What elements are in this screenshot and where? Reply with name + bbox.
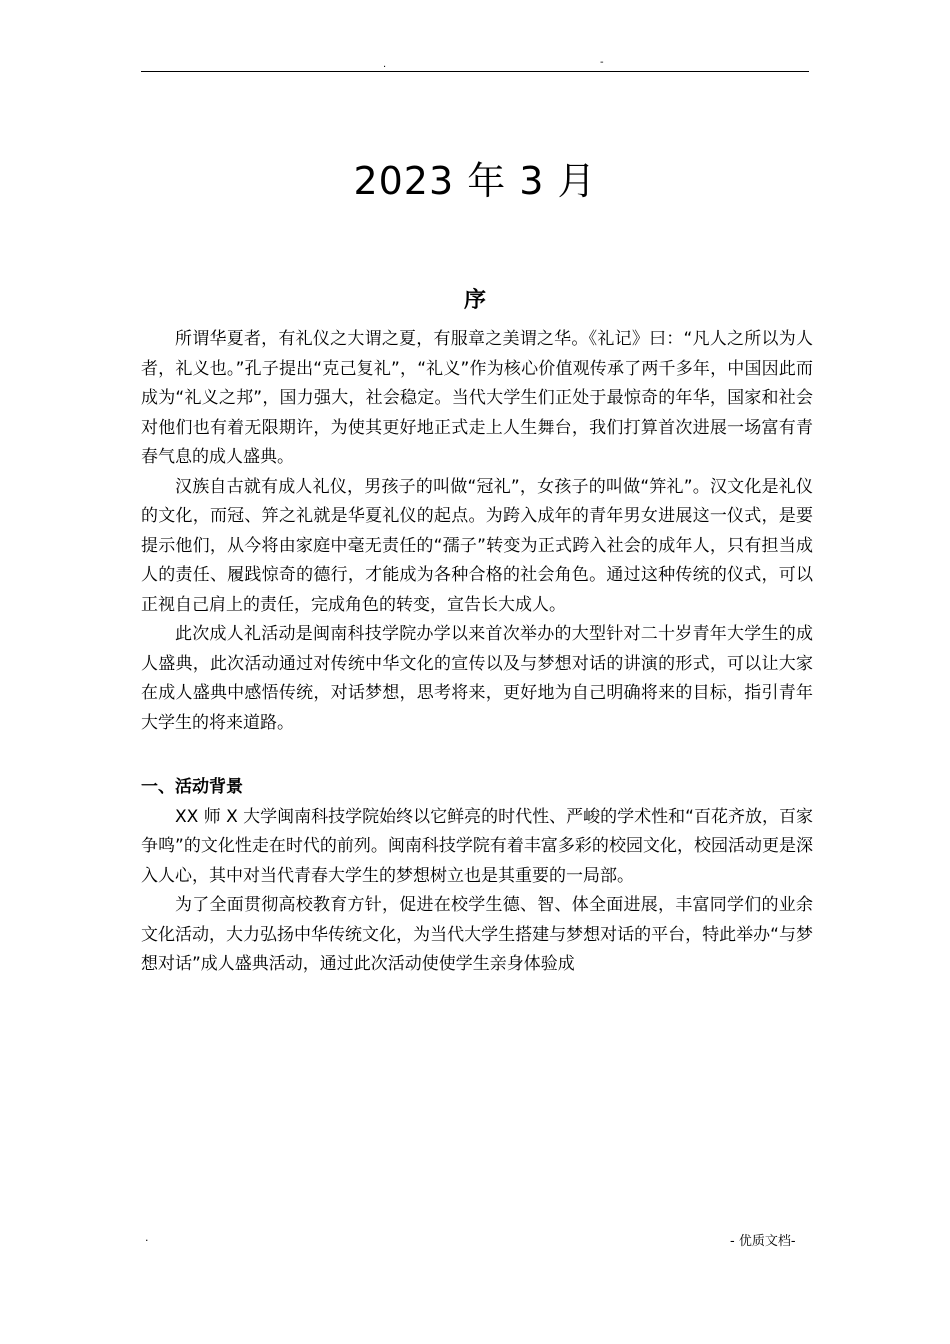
header-right-mark: - <box>600 57 604 68</box>
date-title: 2023 年 3 月 <box>353 159 597 203</box>
preface-paragraph-2: 汉族自古就有成人礼仪，男孩子的叫做“冠礼”，女孩子的叫做“笄礼”。汉文化是礼仪的文化，而冠、笄之礼就是华夏礼仪的起点。为跨入成年的青年男女进展这一仪式，是要提示他们，从今将由家庭中毫无责任的“孺子”转变为正式跨入社会的成年人，只有担当成人的责任、履践惊奇的德行，才能成为各种合格的社会角色。通过这种传统的仪式，可以正视自己肩上的责任，完成角色的转变，宣告长大成人。 <box>141 476 813 615</box>
preface-paragraph-3: 此次成人礼活动是闽南科技学院办学以来首次举办的大型针对二十岁青年大学生的成人盛典，此次活动通过对传统中华文化的宣传以及与梦想对话的讲演的形式，可以让大家在成人盛典中感悟传统，对话梦想，思考将来，更好地为自己明确将来的目标，指引青年大学生的将来道路。 <box>141 624 813 733</box>
document-body <box>141 325 813 980</box>
background-paragraph-2: 为了全面贯彻高校教育方针，促进在校学生德、智、体全面进展，丰富同学们的业余文化活动，大力弘扬中华传统文化，为当代大学生搭建与梦想对话的平台，特此举办“与梦想对话”成人盛典活动，通过此次活动使使学生亲身体验成 <box>141 895 813 974</box>
header-left-mark: . <box>383 59 387 70</box>
preface-title: 序 <box>463 288 486 313</box>
section-heading-background: 一、活动背景 <box>141 777 243 797</box>
header-rule <box>141 71 809 72</box>
footer-label: - 优质文档- <box>730 1234 796 1249</box>
footer-left-mark: . <box>145 1231 149 1244</box>
preface-paragraph-1: 所谓华夏者，有礼仪之大谓之夏，有服章之美谓之华。《礼记》曰：“凡人之所以为人者，礼义也。”孔子提出“克己复礼”，“礼义”作为核心价值观传承了两千多年，中国因此而成为“礼义之邦”，国力强大，社会稳定。当代大学生们正处于最惊奇的年华，国家和社会对他们也有着无限期许，为使其更好地正式走上人生舞台，我们打算首次进展一场富有青春气息的成人盛典。 <box>141 329 813 467</box>
background-paragraph-1: XX 师 X 大学闽南科技学院始终以它鲜亮的时代性、严峻的学术性和“百花齐放，百家争鸣”的文化性走在时代的前列。闽南科技学院有着丰富多彩的校园文化，校园活动更是深入人心，其中对当代青春大学生的梦想树立也是其重要的一局部。 <box>141 806 813 886</box>
